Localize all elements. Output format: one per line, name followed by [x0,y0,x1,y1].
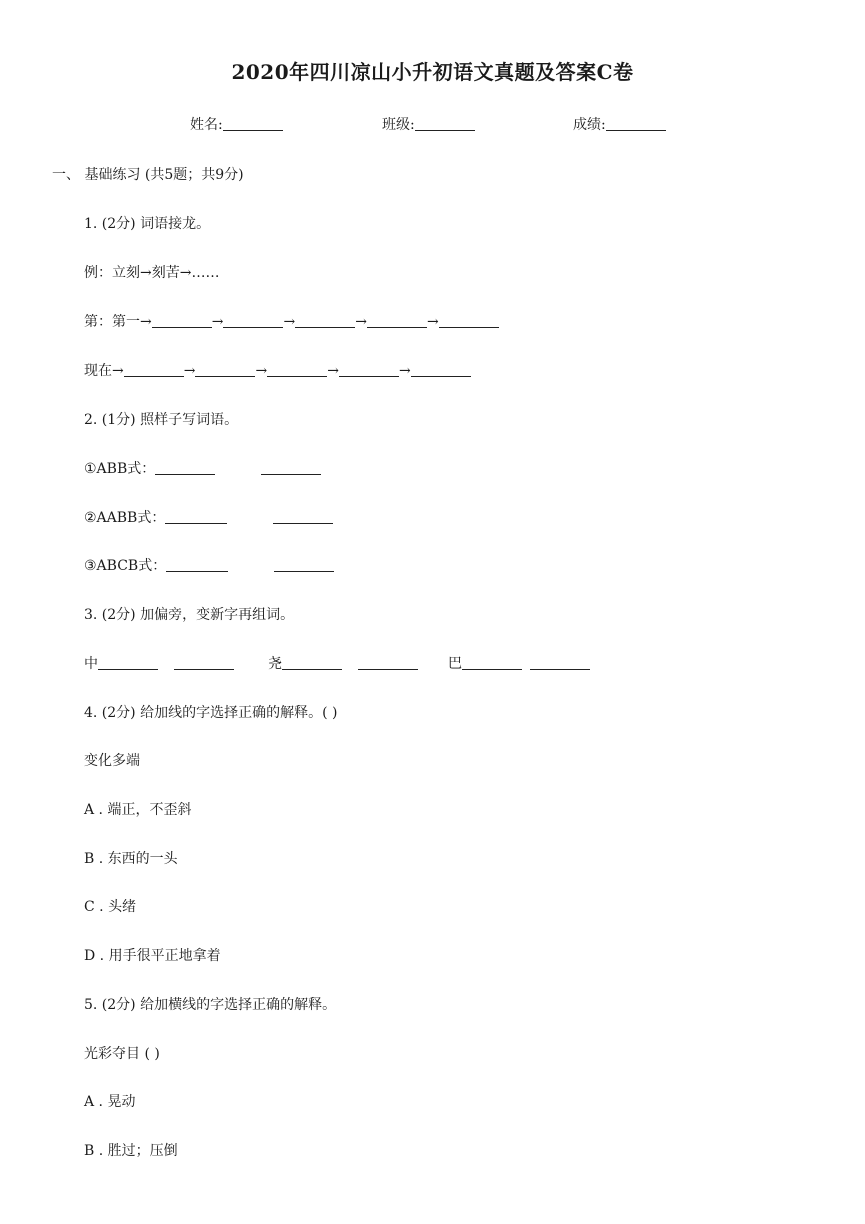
q1-stem: 1. (2分) 词语接龙。 [84,216,211,232]
q2-aabb [84,507,333,527]
q3-blank-5[interactable] [462,655,522,670]
q1-row2-blank-2[interactable] [195,362,255,377]
class-label: 班级: [382,117,415,133]
q2-aabb-blank-2[interactable] [273,509,333,524]
q3-blank-4[interactable] [358,655,418,670]
q1-row1-blank-5[interactable] [439,313,499,328]
q1-row1-blank-1[interactable] [152,313,212,328]
q3-blank-2[interactable] [174,655,234,670]
class-blank[interactable] [415,116,475,131]
q4-option-d[interactable]: D . 用手很平正地拿着 [84,948,221,964]
q1-row2-blank-5[interactable] [411,362,471,377]
q4-word: 变化多端 [84,753,140,769]
q1-row1-blank-3[interactable] [295,313,355,328]
q2-abcb-label: ③ABCB式： [84,558,167,574]
q1-row1 [84,311,499,331]
q3-char-2: 尧 [268,656,282,672]
arrow: → [183,363,196,379]
q5-option-a[interactable]: A . 晃动 [84,1094,136,1110]
q1-row1-start: 第：第一→ [84,314,152,330]
q5-option-b[interactable]: B . 胜过；压倒 [84,1143,178,1159]
q4-option-c[interactable]: C . 头绪 [84,899,137,915]
section-heading: 一、 基础练习 (共5题；共9分) [52,167,244,183]
q4-option-a[interactable]: A . 端正，不歪斜 [84,802,192,818]
q4-option-b[interactable]: B . 东西的一头 [84,851,178,867]
arrow: → [426,314,439,330]
q2-abb-blank-1[interactable] [155,460,215,475]
score-label: 成绩: [573,117,606,133]
q5-stem: 5. (2分) 给加横线的字选择正确的解释。 [84,997,337,1013]
q2-aabb-label: ②AABB式： [84,510,166,526]
arrow: → [398,363,411,379]
arrow: → [255,363,268,379]
q3-blank-3[interactable] [282,655,342,670]
q1-row2-start: 现在→ [84,363,124,379]
document-title: 2020年四川凉山小升初语文真题及答案C卷 [231,60,634,84]
q2-abcb [84,555,334,575]
q2-aabb-blank-1[interactable] [165,509,227,524]
name-blank[interactable] [223,116,283,131]
q2-stem: 2. (1分) 照样子写词语。 [84,412,239,428]
q3-stem: 3. (2分) 加偏旁，变新字再组词。 [84,607,295,623]
class-field [382,114,475,134]
q1-row2-blank-1[interactable] [124,362,184,377]
q3-char-1: 中 [84,656,98,672]
score-field [573,114,666,134]
q5-word: 光彩夺目 ( ) [84,1046,160,1062]
score-blank[interactable] [606,116,666,131]
q1-row1-blank-4[interactable] [367,313,427,328]
q1-row2-blank-3[interactable] [267,362,327,377]
q1-row1-blank-2[interactable] [223,313,283,328]
q2-abb-blank-2[interactable] [261,460,321,475]
q1-row2-blank-4[interactable] [339,362,399,377]
q3-blank-1[interactable] [98,655,158,670]
arrow: → [283,314,296,330]
arrow: → [355,314,367,330]
q1-example: 例：立刻→刻苦→…… [84,265,220,281]
q2-abcb-blank-2[interactable] [274,557,334,572]
q3-row [84,653,590,673]
arrow: → [211,314,224,330]
q3-char-3: 巴 [448,656,462,672]
q3-blank-6[interactable] [530,655,590,670]
q2-abcb-blank-1[interactable] [166,557,228,572]
arrow: → [327,363,339,379]
q4-stem: 4. (2分) 给加线的字选择正确的解释。( ) [84,705,338,721]
q2-abb-label: ①ABB式： [84,461,156,477]
q2-abb [84,458,321,478]
q1-row2 [84,360,471,380]
name-field [190,114,283,134]
name-label: 姓名: [190,117,223,133]
